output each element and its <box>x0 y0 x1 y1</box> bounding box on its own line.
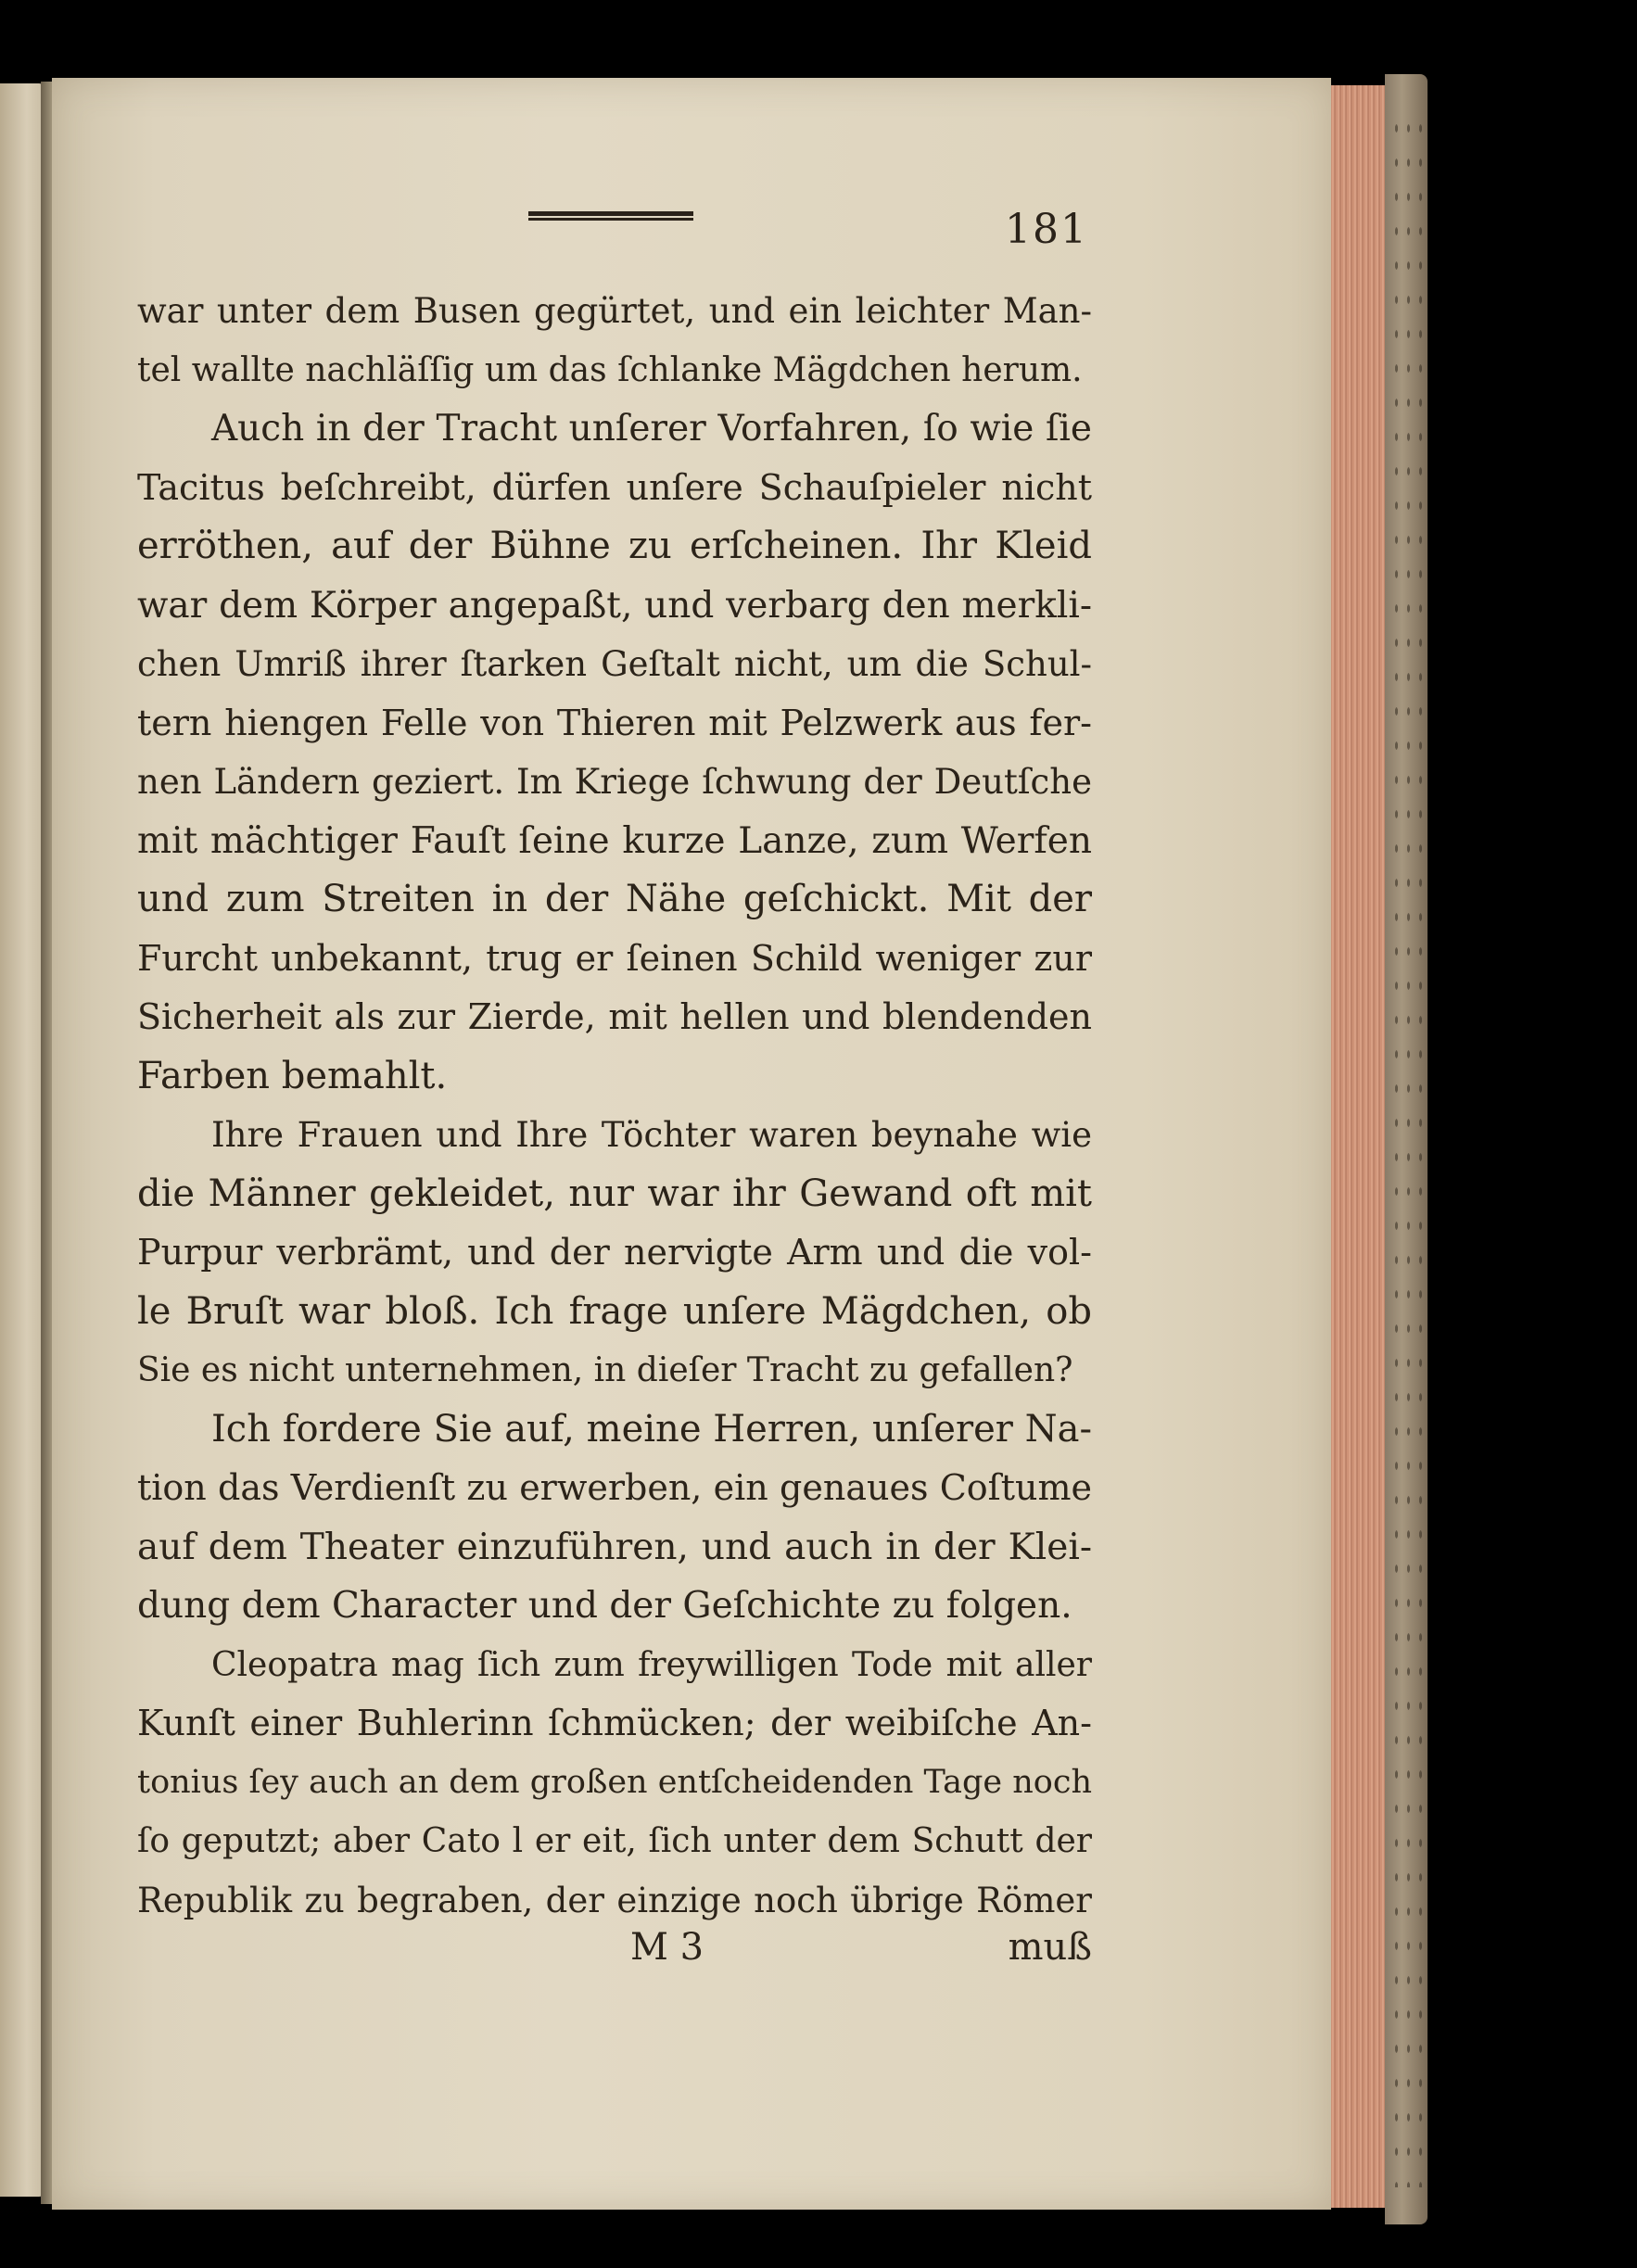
text-line: Farben bemahlt. <box>137 1054 448 1097</box>
text-line: auf dem Theater einzuführen, und auch in der Klei- <box>137 1526 1092 1568</box>
page-number: 181 <box>1005 206 1088 253</box>
text-line: dung dem Character und der Geſchichte zu folgen. <box>137 1585 1072 1627</box>
text-line: chen Umriß ihrer ſtarken Geſtalt nicht, um die Schul- <box>137 644 1092 684</box>
text-line: mit mächtiger Fauſt ſeine kurze Lanze, zum Werfen <box>137 819 1092 862</box>
text-line: war dem Körper angepaßt, und verbarg den merkli- <box>137 584 1092 627</box>
signature-mark: M 3 <box>630 1926 704 1969</box>
text-line: ſo geputzt; aber Cato l er eit, ſich unter dem Schutt der <box>137 1822 1092 1860</box>
text-line: tern hiengen Felle von Thieren mit Pelzwerk aus fer- <box>137 702 1092 743</box>
catchword: muß <box>1008 1926 1092 1969</box>
text-line: tion das Verdienſt zu erwerben, ein genaues Coſtume <box>137 1467 1092 1508</box>
text-line: Republik zu begraben, der einzige noch übrige Römer <box>137 1880 1092 1920</box>
text-line: Cleopatra mag ſich zum freywilligen Tode mit aller <box>211 1645 1092 1684</box>
text-line: die Männer gekleidet, nur war ihr Gewand oft mit <box>137 1172 1092 1215</box>
text-line: tel wallte nachläſſig um das ſchlanke Mägdchen herum. <box>137 350 1083 389</box>
text-line: war unter dem Busen gegürtet, und ein leichter Man- <box>137 291 1092 331</box>
body-text <box>137 282 1092 1930</box>
text-line: erröthen, auf der Bühne zu erſcheinen. Ihr Kleid <box>137 525 1092 567</box>
cover-texture <box>1390 111 1422 2187</box>
text-line: Auch in der Tracht unſerer Vorfahren, ſo wie ſie <box>211 408 1092 450</box>
text-line: Ihre Frauen und Ihre Töchter waren beynahe wie <box>211 1115 1092 1155</box>
text-line: Kunſt einer Buhlerinn ſchmücken; der weibiſche An- <box>137 1703 1092 1743</box>
text-line: tonius ſey auch an dem großen entſcheidenden Tage noch <box>137 1763 1092 1801</box>
text-line: Sie es nicht unternehmen, in dieſer Tracht zu gefallen? <box>137 1351 1073 1389</box>
page-fore-edge <box>1331 85 1387 2208</box>
text-line: Purpur verbrämt, und der nervigte Arm und die vol- <box>137 1232 1092 1273</box>
text-line: Furcht unbekannt, trug er ſeinen Schild weniger zur <box>137 937 1092 979</box>
previous-page-edge <box>0 83 44 2197</box>
text-line: nen Ländern geziert. Im Kriege ſchwung der Deutſche <box>137 762 1092 802</box>
header-rule <box>528 211 693 221</box>
text-line: le Bruſt war bloß. Ich frage unſere Mägdchen, ob <box>137 1289 1092 1333</box>
text-line: und zum Streiten in der Nähe geſchickt. Mit der <box>137 878 1092 920</box>
text-line: Ich fordere Sie auf, meine Herren, unſerer Na- <box>211 1407 1092 1451</box>
text-line: Sicherheit als zur Zierde, mit hellen und blendenden <box>137 996 1092 1037</box>
text-line: Tacitus beſchreibt, dürfen unſere Schauſpieler nicht <box>137 466 1092 508</box>
